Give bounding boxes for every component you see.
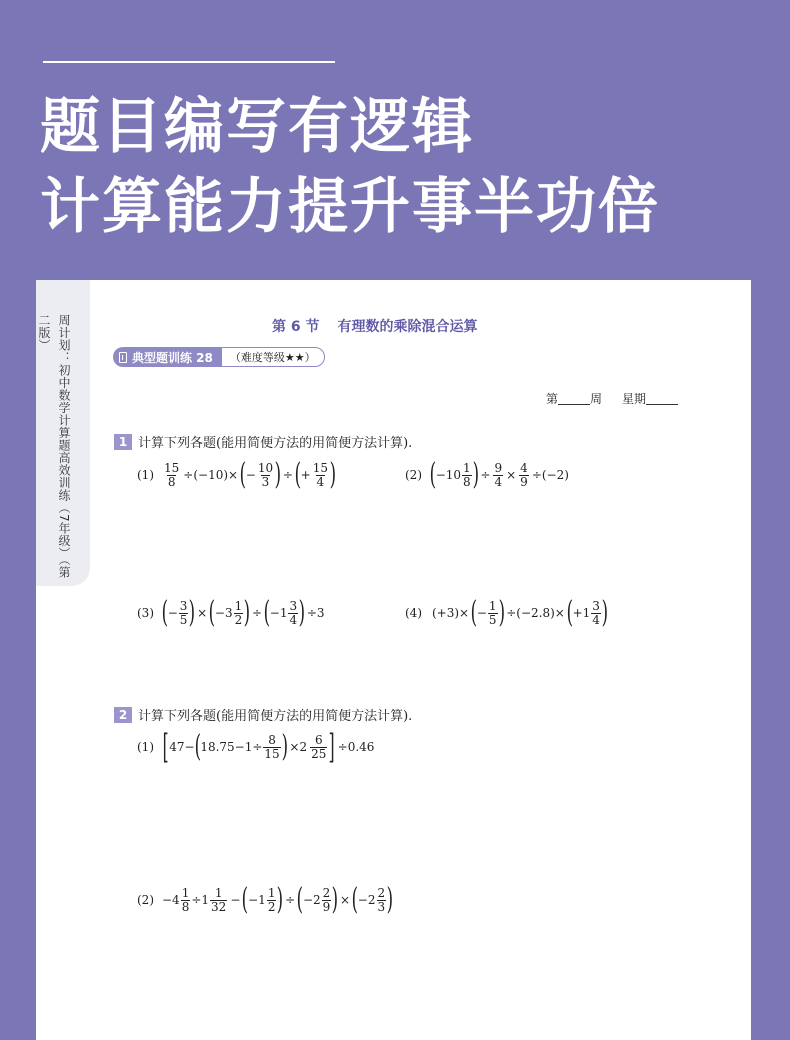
expr-text: ÷0.46	[337, 740, 375, 754]
problem-1-3: (3) ( − $\frac{3}{5}$ ) × ( −3 $\frac{1}{2}$ ) ÷ ( −1 $\frac{3}{4}$ ) ÷3	[137, 595, 325, 630]
question-number: 2	[114, 707, 132, 723]
problem-1-4: (4) (+3)× ( − $\frac{1}{5}$ ) ÷(−2.8)× ( +1 $\frac{3}{4}$ )	[405, 595, 609, 630]
expr-text: ÷	[285, 893, 296, 907]
expr-text: ×2	[289, 740, 308, 754]
week-blank	[558, 392, 590, 405]
weekday-blank	[646, 392, 678, 405]
week-prefix: 第	[546, 392, 559, 406]
badge-label: 典型题训练 28	[132, 350, 213, 365]
decorative-rule	[43, 61, 335, 63]
fraction: $\frac{6}{25}$	[311, 732, 327, 761]
expr-text: ÷3	[306, 606, 325, 620]
expr-text: ×	[340, 893, 351, 907]
expr-text: ÷(−2)	[531, 468, 569, 482]
fraction: $\frac{10}{3}$	[257, 460, 274, 489]
problem-2-2: (2) −4 $\frac{1}{8}$ ÷1 $\frac{1}{32}$ − ( −1 $\frac{1}{2}$ ) ÷ ( −2 $\frac{2}{9}$ ) × ( −2 $\frac{2}{3}$ )	[137, 882, 394, 917]
difficulty-label: （难度等级★★）	[221, 347, 325, 367]
problem-label: (4)	[405, 606, 422, 620]
section-name: 有理数的乘除混合运算	[337, 319, 478, 335]
expr-text: (+3)×	[432, 606, 470, 620]
expr-text: ÷(−10)×	[183, 468, 239, 482]
problem-label: (2)	[137, 893, 154, 907]
fraction: $\frac{3}{5}$	[179, 598, 188, 627]
headline-line-1: 题目编写有逻辑	[40, 92, 474, 162]
problem-1-2: (2) ( −10 $\frac{1}{8}$ ) ÷ $\frac{9}{4}$ × $\frac{4}{9}$ ÷(−2)	[405, 457, 569, 492]
week-suffix: 周	[590, 392, 603, 406]
problem-label: (1)	[137, 740, 154, 754]
fraction: $\frac{3}{4}$	[592, 598, 600, 627]
date-line	[546, 390, 678, 407]
question-instruction: 计算下列各题(能用简便方法的用简便方法计算).	[138, 436, 413, 451]
book-title-vertical: 周计划：初中数学计算题高效训练（7年级）（第二版）	[37, 314, 71, 579]
question-2-header	[114, 705, 412, 724]
fraction: $\frac{1}{32}$	[211, 885, 227, 914]
problem-2-1: (1) [ 47− ( 18.75−1÷ $\frac{8}{15}$ ) ×2 $\frac{6}{25}$ ] ÷0.46	[137, 727, 375, 767]
problem-1-1: (1) $\frac{15}{8}$ ÷(−10)× ( − $\frac{10}{3}$ ) ÷ ( + $\frac{15}{4}$ )	[137, 457, 337, 492]
problem-label: (3)	[137, 606, 154, 620]
fraction: $\frac{15}{4}$	[312, 460, 328, 489]
badge-label-box	[113, 347, 221, 367]
fraction: $\frac{4}{9}$	[520, 460, 528, 489]
expr-text: ×	[506, 468, 517, 482]
fraction: $\frac{9}{4}$	[494, 460, 503, 489]
side-tab	[36, 280, 90, 586]
expr-text: ÷	[480, 468, 491, 482]
expr-text: ×	[197, 606, 208, 620]
question-1-header	[114, 432, 412, 451]
expr-text: ÷(−2.8)×	[506, 606, 565, 620]
fraction: $\frac{1}{8}$	[181, 885, 190, 914]
book-icon	[119, 352, 127, 363]
question-instruction: 计算下列各题(能用简便方法的用简便方法计算).	[138, 709, 413, 724]
exercise-badge	[113, 347, 325, 367]
expr-text: 18.75−1÷	[200, 740, 263, 754]
fraction: $\frac{3}{4}$	[289, 598, 298, 627]
fraction: $\frac{1}{2}$	[234, 598, 243, 627]
question-number: 1	[114, 434, 132, 450]
fraction: $\frac{8}{15}$	[264, 732, 280, 761]
fraction: $\frac{1}{5}$	[488, 598, 497, 627]
headline-line-2: 计算能力提升事半功倍	[40, 172, 660, 242]
expr-text: ÷	[251, 606, 263, 620]
worksheet-page	[36, 280, 751, 1040]
fraction: $\frac{1}{8}$	[463, 460, 471, 489]
expr-text: ÷1	[191, 893, 210, 907]
fraction: $\frac{1}{2}$	[267, 885, 276, 914]
fraction: $\frac{2}{3}$	[377, 885, 386, 914]
weekday-label: 星期	[622, 392, 647, 406]
expr-text: −	[230, 893, 241, 907]
expr-text: ÷	[282, 468, 293, 482]
expr-text: 47−	[169, 740, 195, 754]
section-title	[272, 316, 478, 336]
problem-label: (2)	[405, 468, 422, 482]
fraction: $\frac{15}{8}$	[164, 460, 180, 489]
problem-label: (1)	[137, 468, 154, 482]
section-number: 第 6 节	[272, 319, 320, 335]
fraction: $\frac{2}{9}$	[322, 885, 331, 914]
